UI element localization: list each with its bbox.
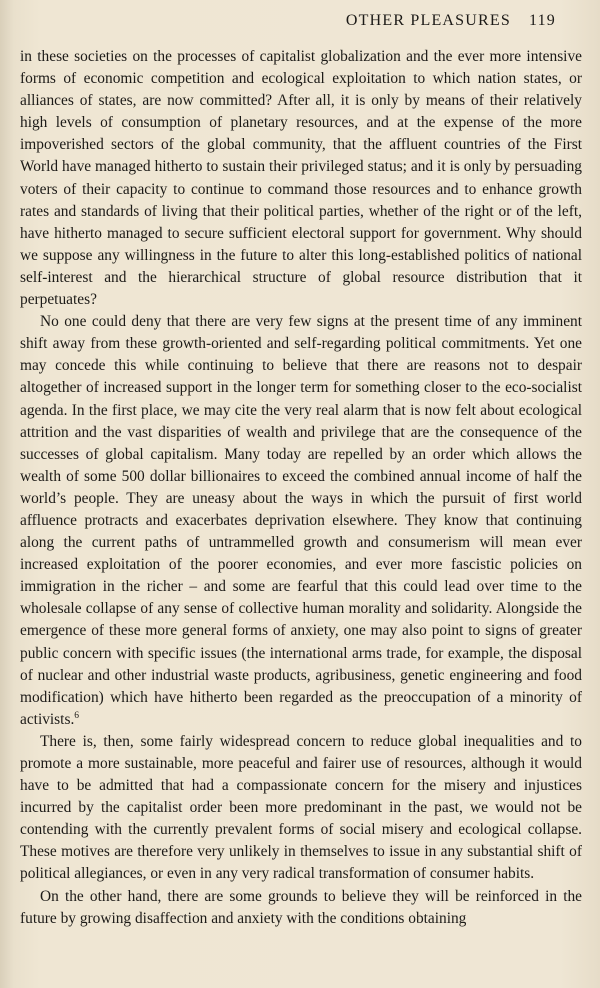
running-head — [346, 10, 556, 32]
paragraph-1 — [20, 46, 582, 311]
paragraph-3-text: There is, then, some fairly widespread concern to reduce global inequalities and to promote a more sustainable, more peaceful and fairer use of resources, although it would have to be admitted that had a compassionate concern for the misery and injustices incurred by the capitalist order been more predominant in the past, we would not be contending with the currently prevalent forms of social misery and ecological collapse. These motives are therefore very unlikely in themselves to issue in any substantial shift of political allegiances, or even in any very radical transformation of consumer habits. — [20, 732, 582, 883]
running-title: OTHER PLEASURES — [345, 12, 511, 29]
paragraph-2 — [20, 311, 582, 731]
paragraph-4 — [20, 886, 582, 930]
paragraph-3 — [20, 731, 582, 886]
footnote-reference[interactable]: 6 — [74, 710, 80, 721]
paragraph-1-text: in these societies on the processes of capitalist globalization and the ever more intensive forms of economic competition and ecological exploitation to which nation states, or alliances of states, are now committed? After all, it is only by means of their relatively high levels of consumption of planetary resources, and at the expense of the more impoverished sectors of the global community, that the affluent countries of the First World have managed hitherto to sustain their privileged status; and it is only by persuading voters of their capacity to continue to command those resources and to enhance growth rates and standards of living that their political parties, whether of the right or of the left, have hitherto managed to secure sufficient electoral support for government. Why should we suppose any willingness in the future to alter this long-established politics of national self-interest and the hierarchical structure of global resource distribution that it perpetuates? — [20, 48, 582, 309]
paragraph-2-text: No one could deny that there are very few signs at the present time of any imminent shift away from these growth-oriented and self-regarding political commitments. Yet one may concede this while continuing to believe that there are reasons not to despair altogether of increased support in the longer term for something closer to the eco-socialist agenda. In the first place, we may cite the very real alarm that is now felt about ecological attrition and the vast disparities of wealth and privilege that are the consequence of the successes of global capitalism. Many today are repelled by an order which allows the wealth of some 500 dollar billionaires to exceed the combined annual income of half the world’s people. They are uneasy about the ways in which the pursuit of first world affluence protracts and exacerbates deprivation elsewhere. They know that continuing along the current paths of untrammelled growth and consumerism will mean ever increased exploitation of the poorer economies, and ever more fascistic policies on immigration in the richer – and some are fearful that this could lead over time to the wholesale collapse of any sense of collective human morality and solidarity. Alongside the emergence of these more general forms of anxiety, one may also point to signs of greater public concern with specific issues (the international arms trade, for example, the disposal of nuclear and other industrial waste products, agribusiness, genetic engineering and food modification) which have hitherto been regarded as the preoccupation of a minority of activists. — [20, 313, 582, 728]
page-number: 119 — [528, 12, 556, 29]
paragraph-4-text: On the other hand, there are some grounds to believe they will be reinforced in the future by growing disaffection and anxiety with the conditions obtaining — [20, 887, 582, 927]
body-text — [20, 46, 582, 930]
